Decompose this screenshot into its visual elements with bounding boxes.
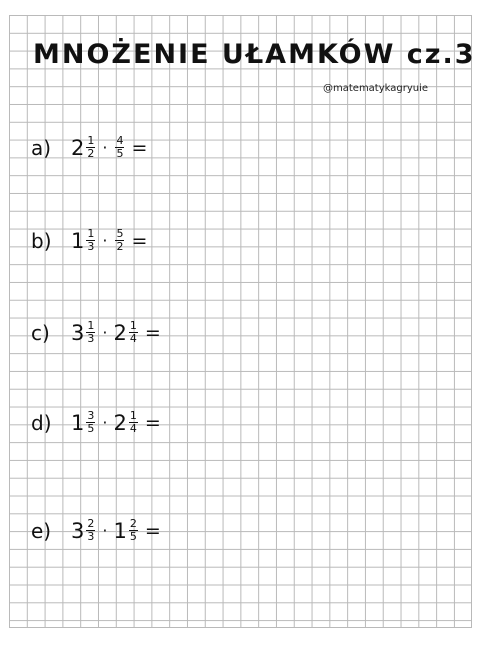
exercise-label: a) [31, 135, 52, 160]
numerator: 1 [129, 319, 137, 332]
equals-sign: = [131, 136, 148, 159]
author-handle: @matematykagryuie [323, 83, 429, 94]
equals-sign: = [144, 519, 161, 542]
equals-sign: = [144, 321, 161, 344]
fraction [115, 135, 124, 160]
denominator: 3 [87, 332, 95, 345]
whole-part: 3 [71, 518, 85, 543]
exercise-c [31, 320, 161, 345]
fraction [129, 320, 138, 345]
mixed-number-right [113, 135, 125, 160]
fraction [129, 410, 138, 435]
multiply-operator: · [102, 138, 108, 157]
numerator: 4 [116, 134, 124, 147]
whole-part: 1 [71, 228, 85, 253]
mixed-number-left [71, 518, 96, 543]
exercise-d [31, 410, 161, 435]
fraction [86, 135, 95, 160]
denominator: 3 [87, 240, 95, 253]
denominator: 5 [129, 530, 137, 543]
numerator: 5 [116, 227, 124, 240]
mixed-number-left [71, 228, 96, 253]
denominator: 5 [87, 422, 95, 435]
numerator: 3 [87, 409, 95, 422]
denominator: 3 [87, 530, 95, 543]
multiply-operator: · [102, 521, 108, 540]
multiply-operator: · [102, 413, 108, 432]
whole-part: 2 [113, 410, 127, 435]
numerator: 1 [87, 319, 95, 332]
denominator: 2 [87, 147, 95, 160]
equals-sign: = [131, 229, 148, 252]
denominator: 2 [116, 240, 124, 253]
multiply-operator: · [102, 323, 108, 342]
exercise-label: e) [31, 518, 52, 543]
fraction [129, 518, 138, 543]
whole-part: 3 [71, 320, 85, 345]
numerator: 1 [129, 409, 137, 422]
numerator: 1 [87, 134, 95, 147]
mixed-number-right [113, 320, 138, 345]
page-title: MNOŻENIE UŁAMKÓW cz.3 [33, 39, 476, 70]
denominator: 4 [129, 332, 137, 345]
mixed-number-left [71, 135, 96, 160]
mixed-number-right [113, 410, 138, 435]
fraction [86, 410, 95, 435]
exercise-label: d) [31, 410, 52, 435]
exercise-b [31, 228, 147, 253]
numerator: 2 [129, 517, 137, 530]
whole-part: 2 [113, 320, 127, 345]
exercise-e [31, 518, 161, 543]
grid-paper-sheet [9, 15, 476, 628]
whole-part: 2 [71, 135, 85, 160]
exercise-label: b) [31, 228, 52, 253]
mixed-number-left [71, 320, 96, 345]
denominator: 5 [116, 147, 124, 160]
whole-part: 1 [113, 518, 127, 543]
mixed-number-right [113, 228, 125, 253]
whole-part: 1 [71, 410, 85, 435]
numerator: 1 [87, 227, 95, 240]
mixed-number-left [71, 410, 96, 435]
multiply-operator: · [102, 231, 108, 250]
denominator: 4 [129, 422, 137, 435]
exercise-label: c) [31, 320, 50, 345]
numerator: 2 [87, 517, 95, 530]
fraction [86, 518, 95, 543]
equals-sign: = [144, 411, 161, 434]
fraction [86, 320, 95, 345]
fraction [86, 228, 95, 253]
mixed-number-right [113, 518, 138, 543]
exercise-a [31, 135, 147, 160]
fraction [115, 228, 124, 253]
